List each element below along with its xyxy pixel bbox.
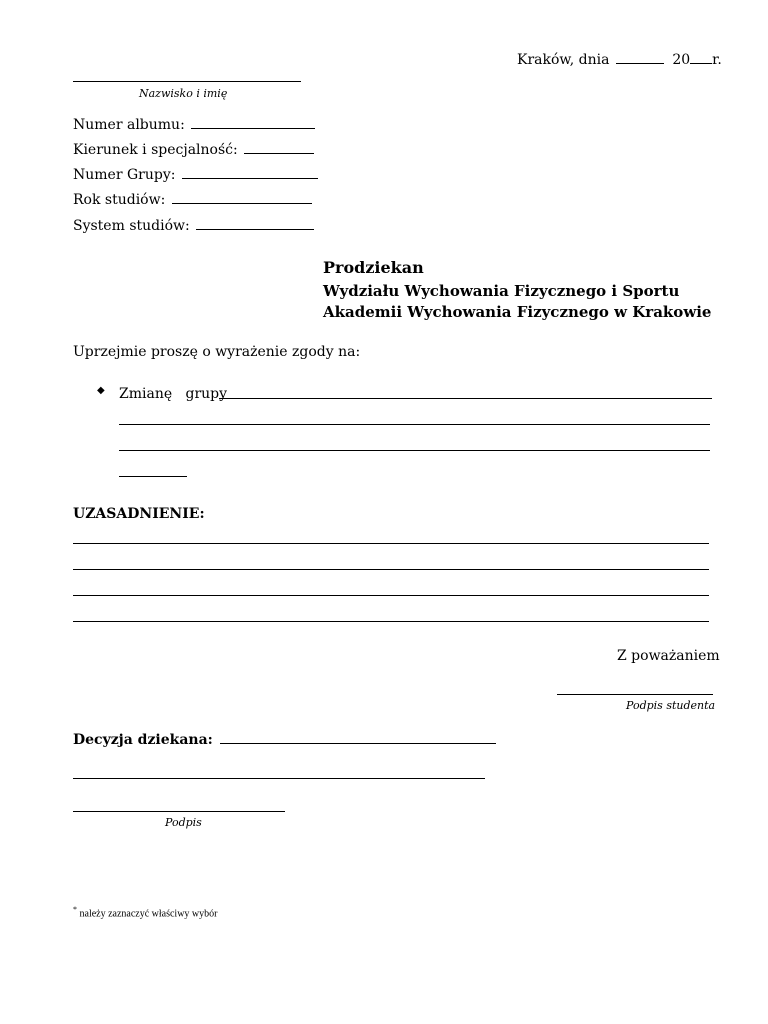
group-number-label: Numer Grupy: [73,167,176,183]
addressee-title: Prodziekan [323,258,424,277]
field-of-study-label: Kierunek i specjalność: [73,142,238,158]
year-of-study-row [73,191,312,209]
request-line-1[interactable] [219,398,712,399]
day-field[interactable] [616,51,664,64]
year-of-study-label: Rok studiów: [73,192,166,208]
addressee-line2: Akademii Wychowania Fizycznego w Krakowie [323,303,712,321]
group-number-row [73,166,318,184]
regards-text: Z poważaniem [617,648,720,664]
group-number-field[interactable] [182,166,318,179]
field-of-study-field[interactable] [244,141,314,154]
justification-heading: UZASADNIENIE: [73,506,205,522]
album-number-field[interactable] [191,116,315,129]
year-prefix: 20 [672,52,691,68]
dean-decision-field[interactable] [220,731,496,744]
request-item-label: Zmianę grupy [119,386,228,402]
study-system-field[interactable] [196,217,314,230]
album-number-row [73,116,315,134]
field-of-study-row [73,141,314,159]
year-field[interactable] [690,51,712,64]
year-of-study-field[interactable] [172,191,312,204]
bullet-icon: ◆ [97,385,105,396]
footnote-mark: * [73,905,77,914]
request-line-4[interactable] [119,476,187,477]
name-field[interactable] [73,81,301,82]
date-line [517,51,722,69]
justification-line-3[interactable] [73,595,709,596]
request-intro: Uprzejmie proszę o wyrażenie zgody na: [73,344,361,360]
name-caption: Nazwisko i imię [139,87,228,100]
study-system-label: System studiów: [73,218,190,234]
request-line-3[interactable] [119,450,710,451]
study-system-row [73,217,314,235]
justification-line-4[interactable] [73,621,709,622]
dean-decision-line-2[interactable] [73,778,485,779]
dean-signature-field[interactable] [73,811,285,812]
footnote [73,904,217,920]
album-number-label: Numer albumu: [73,117,185,133]
year-suffix: r. [712,52,722,68]
justification-line-1[interactable] [73,543,709,544]
footnote-text: należy zaznaczyć właściwy wybór [79,908,218,920]
justification-line-2[interactable] [73,569,709,570]
student-signature-caption: Podpis studenta [626,699,716,712]
dean-decision-row [73,731,496,749]
date-prefix: Kraków, dnia [517,52,610,68]
request-line-2[interactable] [119,424,710,425]
dean-signature-caption: Podpis [165,816,202,829]
student-signature-field[interactable] [557,694,713,695]
dean-decision-label: Decyzja dziekana: [73,732,213,748]
addressee-line1: Wydziału Wychowania Fizycznego i Sportu [323,282,680,300]
